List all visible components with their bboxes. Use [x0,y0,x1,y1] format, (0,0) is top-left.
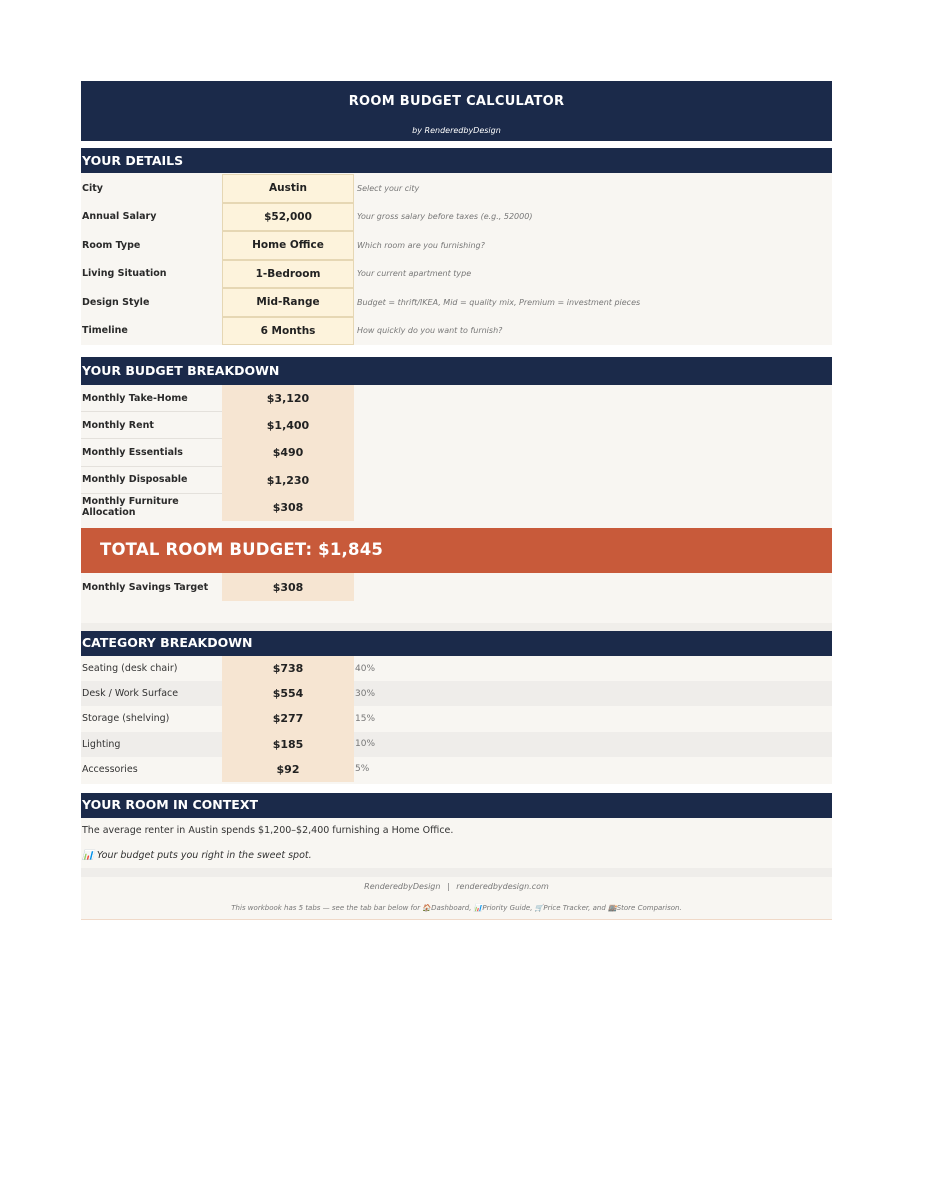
detail-label: Design Style [82,296,150,308]
budget-label: Monthly Take-Home [81,385,222,412]
category-row [81,681,832,706]
context-row [81,843,832,868]
budget-label: Monthly Essentials [81,439,222,466]
detail-row-living [81,260,832,289]
category-amount: $92 [222,757,354,782]
disposable-value: $1,230 [222,467,354,494]
detail-row-city [81,174,832,203]
category-row [81,656,832,681]
budget-label: Monthly Furniture Allocation [82,496,179,519]
category-amount: $738 [222,656,354,681]
budget-row [81,385,832,412]
city-input[interactable]: Austin [222,174,354,203]
section-header-categories [81,631,832,656]
category-amount: $185 [222,732,354,757]
section-header-details [81,148,832,173]
section-title: YOUR DETAILS [82,153,184,168]
budget-row [81,494,832,521]
category-amount: $277 [222,706,354,731]
category-label: Seating (desk chair) [82,663,178,675]
savings-row [81,573,832,601]
section-header-context [81,793,832,818]
budget-sheet [81,81,832,920]
detail-hint: Budget = thrift/IKEA, Mid = quality mix, Premium = investment pieces [357,297,641,307]
detail-row-room-type [81,231,832,260]
detail-label: City [82,182,103,194]
design-style-input[interactable]: Mid-Range [222,288,354,317]
room-type-input[interactable]: Home Office [222,231,354,260]
section-title: CATEGORY BREAKDOWN [82,635,253,650]
budget-label: Monthly Rent [81,412,222,439]
section-header-budget [81,357,832,385]
category-percent: 15% [355,713,376,724]
footer-brand: RenderedbyDesign [364,882,441,891]
timeline-input[interactable]: 6 Months [222,317,354,346]
detail-hint: Select your city [357,183,420,193]
section-title: YOUR ROOM IN CONTEXT [82,797,258,812]
chart-icon: 📊 [82,850,94,861]
category-percent: 10% [355,739,376,750]
total-budget-banner [81,528,832,573]
savings-label: Monthly Savings Target [82,581,209,593]
total-budget-text: TOTAL ROOM BUDGET: $1,845 [100,540,384,559]
detail-row-style [81,288,832,317]
section-title: YOUR BUDGET BREAKDOWN [82,363,280,378]
category-percent: 40% [355,663,376,674]
essentials-value: $490 [222,439,354,466]
budget-row [81,467,832,494]
detail-label: Timeline [82,325,128,337]
footer-brand-line [81,882,832,891]
detail-row-timeline [81,317,832,346]
category-label: Accessories [82,763,138,775]
detail-label: Living Situation [82,268,167,280]
detail-hint: Your gross salary before taxes (e.g., 52000) [357,212,533,222]
category-label: Storage (shelving) [82,713,170,725]
page-title: ROOM BUDGET CALCULATOR [348,94,565,109]
category-label: Lighting [82,738,121,750]
take-home-value: $3,120 [222,385,354,412]
detail-hint: Your current apartment type [357,269,472,279]
footer [81,877,832,919]
detail-hint: How quickly do you want to furnish? [357,326,503,336]
budget-row [81,412,832,439]
context-verdict [81,850,312,861]
title-banner [81,81,832,141]
category-percent: 30% [355,688,376,699]
savings-value: $308 [222,573,354,601]
category-label: Desk / Work Surface [82,688,179,700]
budget-row [81,439,832,466]
detail-label: Annual Salary [82,211,157,223]
context-row [81,818,832,843]
furniture-allocation-value: $308 [222,494,354,521]
category-row [81,706,832,731]
category-row [81,757,832,782]
rent-value: $1,400 [222,412,354,439]
detail-row-salary [81,203,832,232]
detail-label: Room Type [82,239,141,251]
budget-label: Monthly Disposable [81,467,222,494]
category-panel [81,656,832,784]
footer-separator: | [447,882,450,891]
category-amount: $554 [222,681,354,706]
salary-input[interactable]: $52,000 [222,203,354,232]
footer-note: This workbook has 5 tabs — see the tab bar below for 🏠Dashboard, 📊Priority Guide, 🛒Price Tracker, and 🏬Store Comparison. [231,904,682,912]
details-panel [81,173,832,345]
category-percent: 5% [355,764,370,775]
budget-panel [81,385,832,522]
category-row [81,732,832,757]
living-situation-input[interactable]: 1-Bedroom [222,260,354,289]
context-average-text: The average renter in Austin spends $1,200–$2,400 furnishing a Home Office. [82,825,454,836]
savings-panel [81,573,832,623]
detail-hint: Which room are you furnishing? [357,240,485,250]
context-panel [81,818,832,868]
context-verdict-text: Your budget puts you right in the sweet spot. [96,850,312,861]
footer-site-link[interactable]: renderedbydesign.com [456,882,549,891]
page-subtitle: by RenderedbyDesign [412,126,501,135]
